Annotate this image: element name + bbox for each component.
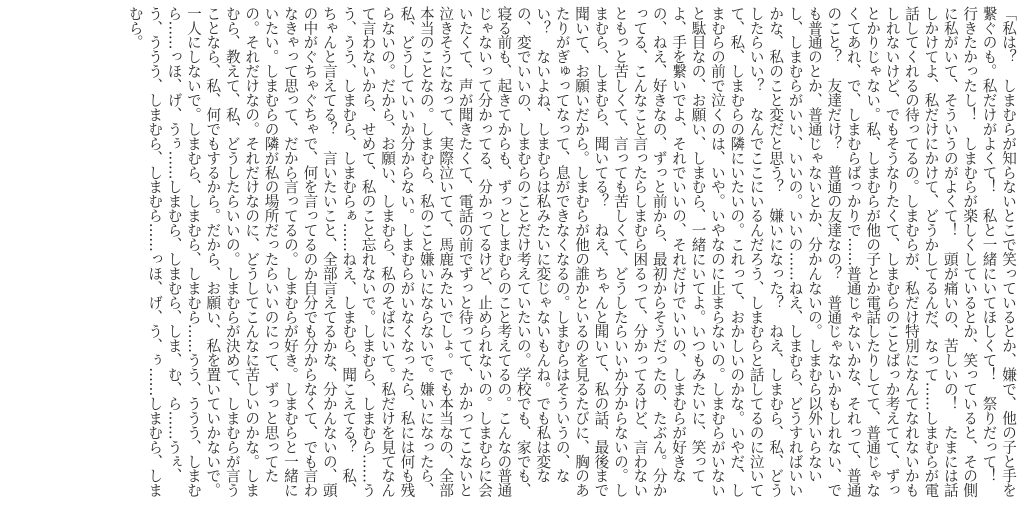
vertical-body-text: 「私は？ しまむらが知らないとこで笑っているとか、嫌で、他の子と手を繋ぐのも。私だけがよくて！ 私と一緒にいてほしくて！ 祭りだって！ 行きたかったし！ しまむらが楽しくしているとか、笑っていると、その側に私がいて、そういうのがよくて！ 頭が痛いの、苦しいの！ たまには話しかけてよ、私だけにかけて、どうかしてるんだ、なって……しまむらが電話してくれるの待ってるの。しまむらが、私だけ特別になんてなれないかもしれないけど、でもそうなりたくて、しまむらのことばっか考えてて、ずっとかりじゃない。私、しまむらが他の子とか電話したりしてて、普通じゃなくてあれ、で、しまむらばっかりで……普通じゃないかな、それって、普通のこと？ 友達だけ？ 普通の友達なの？ 普通じゃないかもしれない、でも普通のとか、普通じゃないとか、分かんないの。しまむら以外いらないし、しまむらがいい、いいの。いいの……ねえ、しまむら、どうすればいいかな、私のこと変だと思う？ 嫌いになった？ ねえ、しまむら、私、どうしたらいい？ なんでここにいるんだろう、しまむらと話してるのに泣いてて、私、しまむらの隣にいたいの。これって、おかしいのかな。いやだ、しまむらの前で泣くのは、いや。いやなのに止まらないの。しまむらがいないと駄目なの、お願い、しまむら、一緒にいてよ。いつもみたいに、笑ってよ、手を繋いでよ、それでいいの、それだけでいいの、しまむらが好きなの、ねえ、好きなの、ずっと前から、最初からそうだったの、たぶん。分かってる、こんなこと言ったらしまむら困るって、分かってるけど、言わないともっと苦しくて、言っても苦しくて、どうしたらいいか分からないの。しまむら、しまむら、聞いてる？ ねえ、ちゃんと聞いて、私の話、最後まで聞いて、お願いだから。しまむらが他の誰かといるのを見るたびに、胸のあたりがぎゅってなって、息ができなくなるの。しまむらはそういうの、ない？ ないよね、しまむらは私みたいに変じゃないもんね。でも私は変なの、変でいいの、しまむらのことだけ考えていたいの。学校でも、家でも、寝る前も、起きてからも、ずっとしまむらのこと考えてるの。こんなの普通じゃないって分かってる、分かってるけど、止められないの。しまむらに会いたくて、声が聞きたくて、電話の前でずっと待ってて、かかってこないと泣きそうになって、実際泣いてて、馬鹿みたいでしょ。でも本当なの、全部本当のことなの。しまむら、私のこと嫌いにならないで。嫌いになったら、私、どうしていいか分からない。しまむらがいなくなったら、私には何も残らないの。だから、お願い、しまむら、私のそばにいて。私だけを見てなんて言わないから、せめて、私のこと忘れないで。しまむら、しまむら……うう、うう、しまむら、しまむらぁ……ねえ、しまむら、聞こえてる？ 私、ちゃんと言えてる？ 言いたいこと、全部言えてるかな、分かんないの、頭の中がぐちゃぐちゃで、何を言ってるのか自分でも分からなくて、でも言わなきゃって思って、だから言ってるの。しまむらが好き。しまむらと一緒にいたい。しまむらの隣が私の場所だったらいいのにって、ずっと思ってたの。それだけなの。それだけなのに、どうしてこんなに苦しいのかな。しまむら、教えて、私、どうしたらいいの。しまむらが決めて、しまむらが言うことなら、私、何でもするから。だから、お願い、私を置いていかないで。一人にしないで。しまむら、しまむら、しまむら……うう、ううう、しまむら……っほ、げ、うぅ……しまむら、しまむら、しま、む、ら……うぇ、う、ううう、しまむら、しまむら……っほ、げ、う、ぅ……しまむら、しまむら。 [126,6,1017,498]
